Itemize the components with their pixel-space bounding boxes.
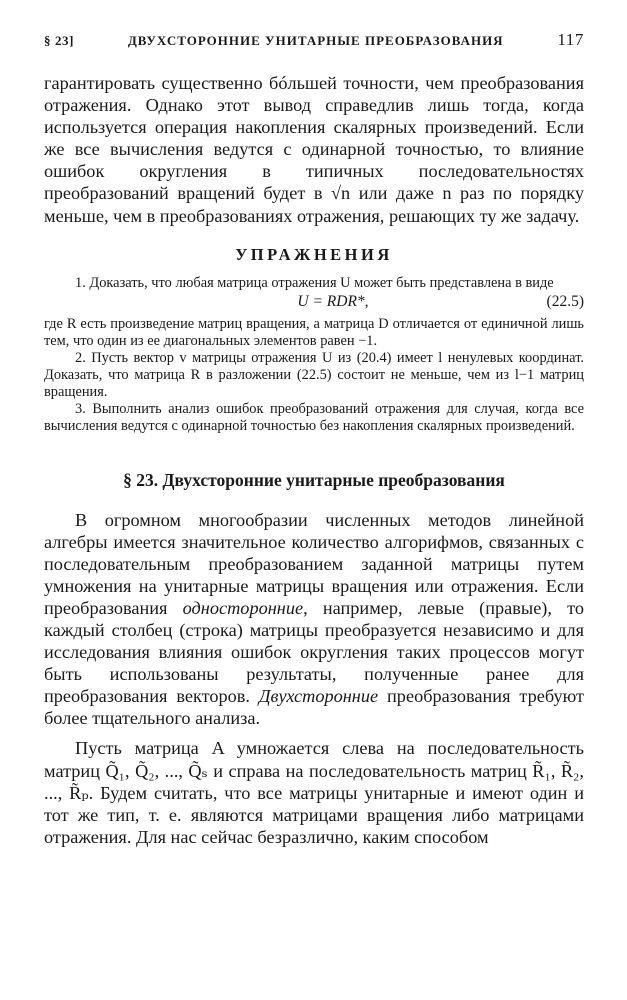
p1-part-b: , например, левые (правые), то каждый столбец (строка) матрицы преобразуется независимо и для исследования влияния ошибок округления таких процессов могут быть использованы результаты, полученные ранее для преобразования векторов. [44,597,585,707]
header-running-title: ДВУХСТОРОННИЕ УНИТАРНЫЕ ПРЕОБРАЗОВАНИЯ [127,33,504,48]
header-section-ref: § 23] [44,33,75,48]
p1-emphasis-one-sided: односторонние [182,597,304,618]
p1-part-c: преобразования требуют более тщательного анализа. [44,686,585,729]
section-paragraph-2: Пусть матрица A умножается слева на последовательность матриц Q̃₁, Q̃₂, ..., Q̃ₛ и справа на последовательность матриц R̃₁, R̃₂, ..., R̃ₚ. Будем считать, что все матрицы унитарные и имеют один и тот же тип, т. е. являются матрицами вращения либо матрицами отражения. Для нас сейчас безразлично, каким способом [44,738,584,847]
section-paragraph-1 [44,509,584,730]
running-header [44,30,584,50]
exercise-1-text: 1. Доказать, что любая матрица отражения U может быть представлена в виде [75,274,554,291]
section-heading: § 23. Двухсторонние унитарные преобразования [123,469,505,490]
formula-number: (22.5) [546,292,584,310]
page-number: 117 [557,30,584,49]
exercise-2: 2. Пусть вектор v матрицы отражения U из (20.4) имеет l ненулевых координат. Доказать, что матрица R в разложении (22.5) состоит не меньше, чем из l−1 матриц вращения. [44,350,584,401]
p1-emphasis-two-sided: Двухсторонние [258,686,379,707]
intro-paragraph: гарантировать существенно бóльшей точности, чем преобразования отражения. Однако этот вывод справедлив лишь тогда, когда используется операция накопления скалярных произведений. Если же все вычисления ведутся с одинарной точностью, то влияние ошибок округления в типичных последовательностях преобразований вращений будет в √n или даже n раз по порядку меньше, чем в преобразованиях отражения, решающих ту же задачу. [44,73,584,226]
p1-part-a: В огромном многообразии численных методов линейной алгебры имеется значительное количество алгорифмов, связанных с последовательным преобразованием заданной матрицы путем умножения на унитарные матрицы вращения или отражения. Если преобразования [44,509,584,618]
exercise-1-continuation: где R есть произведение матриц вращения, а матрица D отличается от единичной лишь тем, что один из ее диагональных элементов равен −1. [44,315,584,349]
exercises-block [44,275,584,436]
exercises-title: УПРАЖНЕНИЯ [235,244,393,264]
formula-expression: U = RDR*, [297,292,369,310]
book-page [44,30,584,848]
formula-22-5 [44,293,584,310]
exercise-3: 3. Выполнить анализ ошибок преобразований отражения для случая, когда все вычисления ведутся с одинарной точностью без накопления скалярных произведений. [44,401,584,435]
